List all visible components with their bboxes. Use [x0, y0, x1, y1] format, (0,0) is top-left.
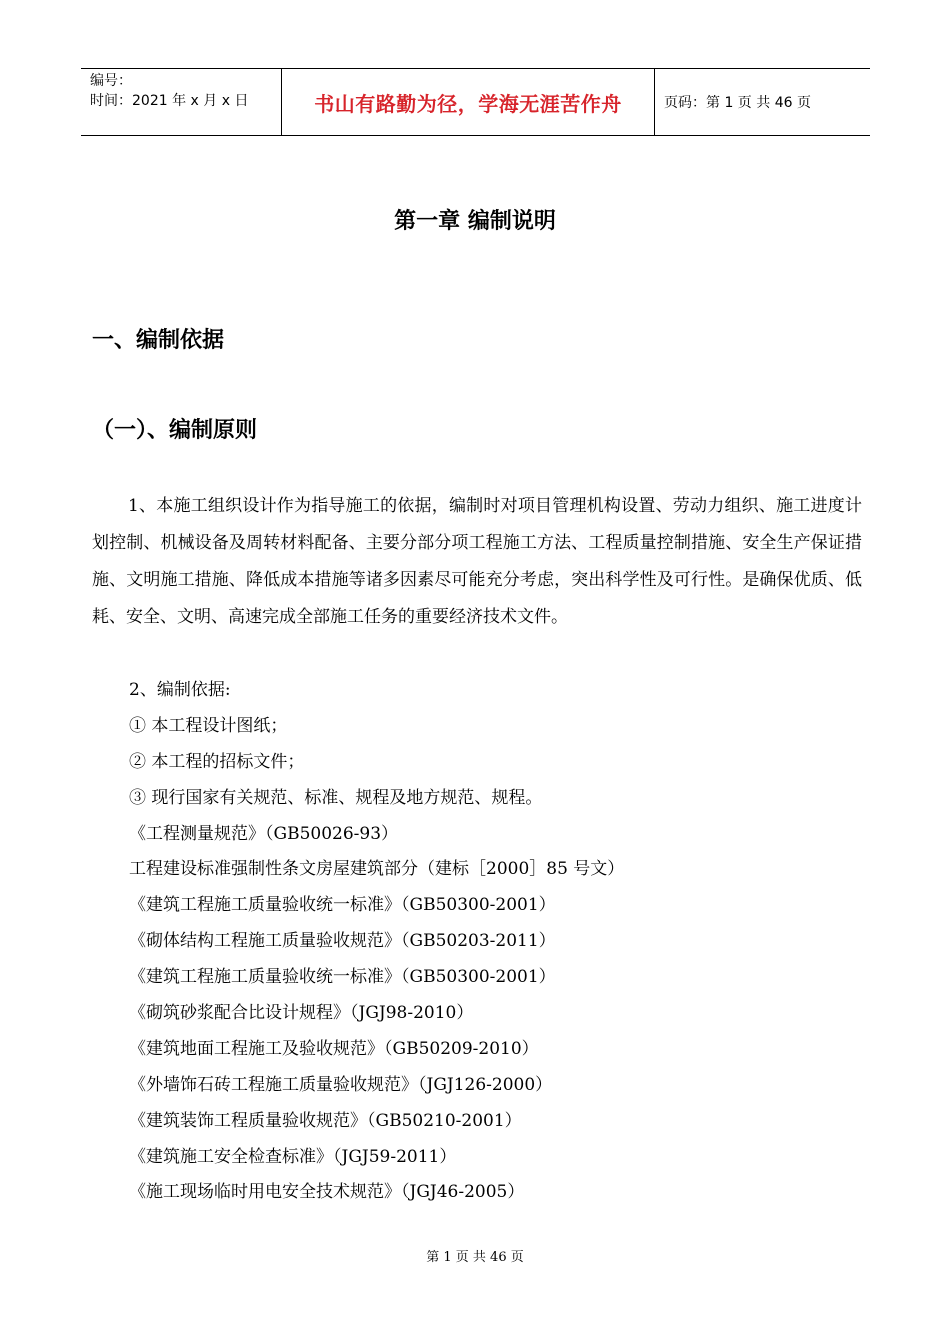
list-item: 《工程测量规范》（GB50026-93） [129, 823, 399, 844]
list-item: 2、编制依据: [129, 680, 231, 700]
chapter-title: 第一章 编制说明 [394, 209, 556, 234]
list-item: 《砌体结构工程施工质量验收规范》（GB50203-2011） [129, 931, 556, 952]
list-item: 《建筑地面工程施工及验收规范》（GB50209-2010） [129, 1038, 539, 1059]
list-item: 《建筑工程施工质量验收统一标准》（GB50300-2001） [129, 895, 556, 916]
list-item: 《建筑装饰工程质量验收规范》（GB50210-2001） [129, 1110, 522, 1131]
list-item: 《砌筑砂浆配合比设计规程》（JGJ98-2010） [129, 1003, 474, 1024]
list-item: ③ 现行国家有关规范、标准、规程及地方规范、规程。 [129, 787, 543, 808]
header-motto: 书山有路勤为径，学海无涯苦作舟 [282, 69, 655, 135]
header-table [81, 68, 870, 136]
time-label: 时间：2021 年 x 月 x 日 [90, 93, 249, 109]
list-item: 《外墙饰石砖工程施工质量验收规范》（JGJ126-2000） [129, 1074, 553, 1095]
list-item: ① 本工程设计图纸； [129, 715, 288, 736]
page-footer: 第 1 页 共 46 页 [426, 1250, 524, 1265]
subsection-title: （一）、编制原则 [92, 418, 258, 443]
section-title: 一、编制依据 [92, 328, 225, 353]
basis-list [129, 673, 624, 1211]
paragraph-1: 1、本施工组织设计作为指导施工的依据，编制时对项目管理机构设置、劳动力组织、施工进度计划控制、机械设备及周转材料配备、主要分部分项工程施工方法、工程质量控制措施、安全生产保证措施、文明施工措施、降低成本措施等诸多因素尽可能充分考虑，突出科学性及可行性。是确保优质、低耗、安全、文明、高速完成全部施工任务的重要经济技术文件。 [92, 496, 862, 627]
header-left-cell [81, 69, 282, 135]
list-item: 工程建设标准强制性条文房屋建筑部分（建标［2000］85 号文） [129, 859, 625, 880]
header-page-info: 页码：第 1 页 共 46 页 [664, 95, 811, 111]
list-item: ② 本工程的招标文件； [129, 751, 305, 772]
list-item: 《建筑工程施工质量验收统一标准》（GB50300-2001） [129, 967, 556, 988]
list-item: 《施工现场临时用电安全技术规范》（JGJ46-2005） [129, 1182, 525, 1203]
number-label: 编号： [90, 73, 132, 89]
list-item: 《建筑施工安全检查标准》（JGJ59-2011） [129, 1146, 457, 1167]
